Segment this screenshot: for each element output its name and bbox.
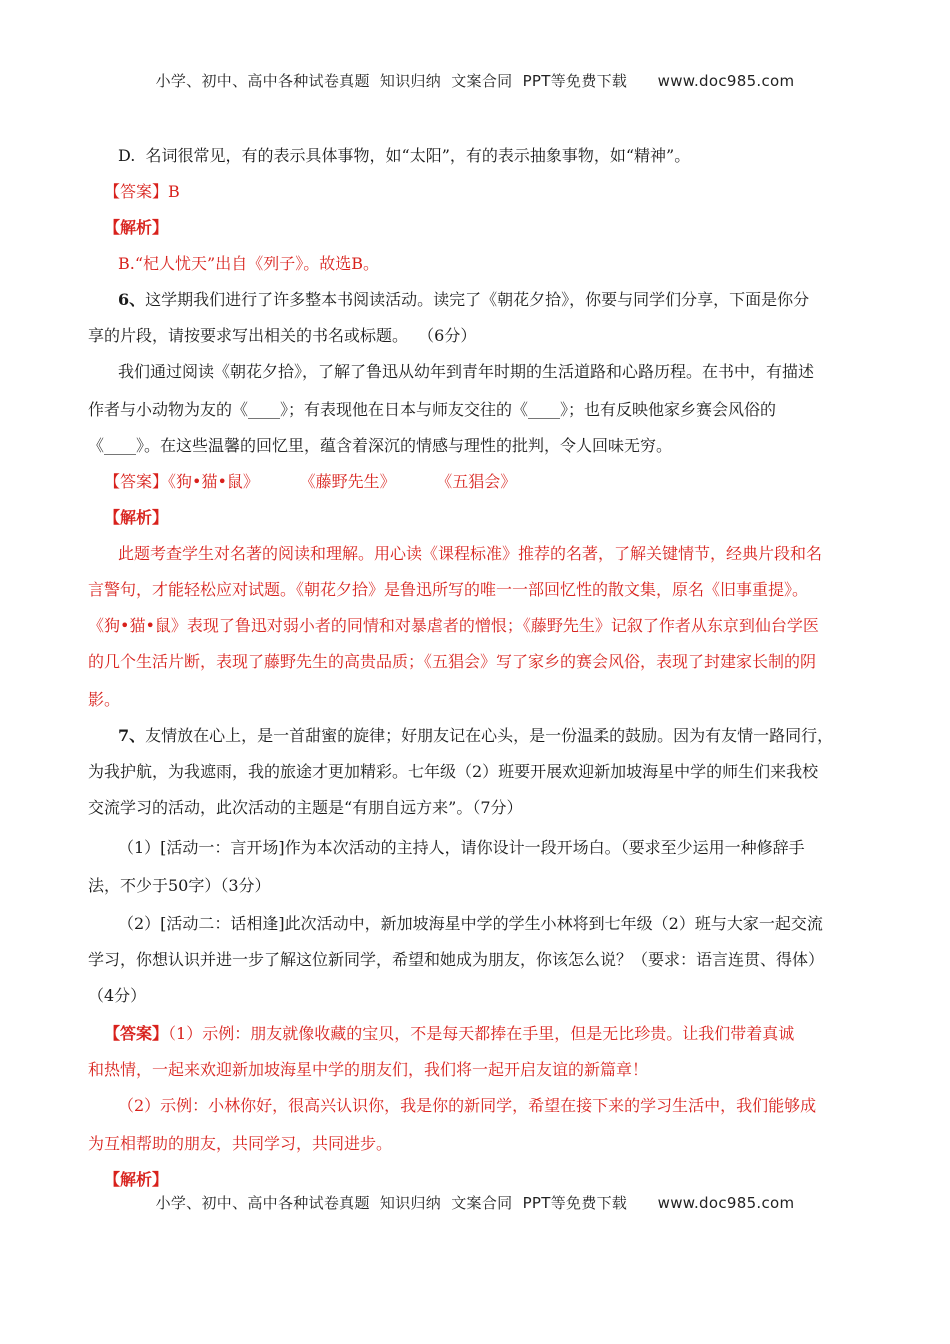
q6-passage-line2: 作者与小动物为友的《____》；有表现他在日本与师友交往的《____》；也有反映他家乡赛会风俗的 <box>88 400 777 419</box>
q7-stem-line3: 交流学习的活动，此次活动的主题是“有朋自远方来”。（7分） <box>88 798 523 817</box>
page-header: 小学、初中、高中各种试卷真题 知识归纳 文案合同 PPT等免费下载 www.doc985.com <box>155 72 795 90</box>
q5-option-d: D. 名词很常见，有的表示具体事物，如“太阳”，有的表示抽象事物，如“精神”。 <box>118 146 691 165</box>
q6-analysis-line3: 《狗•猫•鼠》表现了鲁迅对弱小者的同情和对暴虐者的憎恨；《藤野先生》记叙了作者从东京到仙台学医 <box>88 616 819 635</box>
q6-passage-line1: 我们通过阅读《朝花夕拾》，了解了鲁迅从幼年到青年时期的生活道路和心路历程。在书中，有描述 <box>118 362 815 381</box>
q7-stem-line1 <box>118 726 833 746</box>
q7-sub2-line3: （4分） <box>88 986 147 1005</box>
q7-sub1-line2: 法，不少于50字）（3分） <box>88 876 271 895</box>
q7-sub2-line1: （2）[活动二：话相逢]此次活动中，新加坡海星中学的学生小林将到七年级（2）班与大家一起交流 <box>118 914 823 933</box>
q6-stem-line1 <box>118 290 809 310</box>
q6-analysis-line2: 言警句，才能轻松应对试题。《朝花夕拾》是鲁迅所写的唯一一部回忆性的散文集，原名《旧事重提》。 <box>88 580 809 599</box>
q5-analysis: B.“杞人忧天”出自《列子》。故选B。 <box>118 254 379 273</box>
q7-answer-label: 【答案】 <box>104 1024 169 1043</box>
q6-stem-line2: 享的片段，请按要求写出相关的书名或标题。 （6分） <box>88 326 477 345</box>
q6-analysis-line4: 的几个生活片断，表现了藤野先生的高贵品质；《五猖会》写了家乡的赛会风俗，表现了封建家长制的阴 <box>88 652 817 671</box>
q5-answer: 【答案】B <box>104 182 180 201</box>
q7-answer-text1: （1）示例：朋友就像收藏的宝贝，不是每天都捧在手里，但是无比珍贵。让我们带着真诚 <box>168 1024 795 1043</box>
q7-stem-text1: 友情放在心上，是一首甜蜜的旋律；好朋友记在心头，是一份温柔的鼓励。因为有友情一路同行， <box>145 726 834 745</box>
q6-stem-text1: 这学期我们进行了许多整本书阅读活动。读完了《朝花夕拾》，你要与同学们分享，下面是你分 <box>145 290 810 309</box>
q7-sub1-line1: （1）[活动一：言开场]作为本次活动的主持人，请你设计一段开场白。（要求至少运用一种修辞手 <box>118 838 805 857</box>
q6-analysis-label: 【解析】 <box>104 508 169 527</box>
q7-answer-line1 <box>104 1024 794 1044</box>
q5-analysis-label: 【解析】 <box>104 218 169 237</box>
q6-answer: 【答案】《狗•猫•鼠》 《藤野先生》 《五猖会》 <box>104 472 517 491</box>
q6-analysis-line5: 影。 <box>88 690 121 709</box>
q7-answer-line4: 为互相帮助的朋友，共同学习，共同进步。 <box>88 1134 393 1153</box>
q7-answer-line2: 和热情，一起来欢迎新加坡海星中学的朋友们，我们将一起开启友谊的新篇章！ <box>88 1060 649 1079</box>
q6-analysis-line1: 此题考查学生对名著的阅读和理解。用心读《课程标准》推荐的名著，了解关键情节，经典片段和名 <box>118 544 823 563</box>
q6-passage-line3: 《____》。在这些温馨的回忆里，蕴含着深沉的情感与理性的批判，令人回味无穷。 <box>88 436 673 455</box>
q7-number: 7、 <box>118 726 146 745</box>
q7-analysis-label: 【解析】 <box>104 1170 169 1189</box>
q7-sub2-line2: 学习，你想认识并进一步了解这位新同学，希望和她成为朋友，你该怎么说？（要求：语言连贯、得体） <box>88 950 825 969</box>
page-footer: 小学、初中、高中各种试卷真题 知识归纳 文案合同 PPT等免费下载 www.doc985.com <box>155 1194 795 1212</box>
q7-stem-line2: 为我护航，为我遮雨，我的旅途才更加精彩。七年级（2）班要开展欢迎新加坡海星中学的师生们来我校 <box>88 762 819 781</box>
q7-answer-line3: （2）示例：小林你好，很高兴认识你，我是你的新同学，希望在接下来的学习生活中，我们能够成 <box>118 1096 817 1115</box>
q6-number: 6、 <box>118 290 146 309</box>
